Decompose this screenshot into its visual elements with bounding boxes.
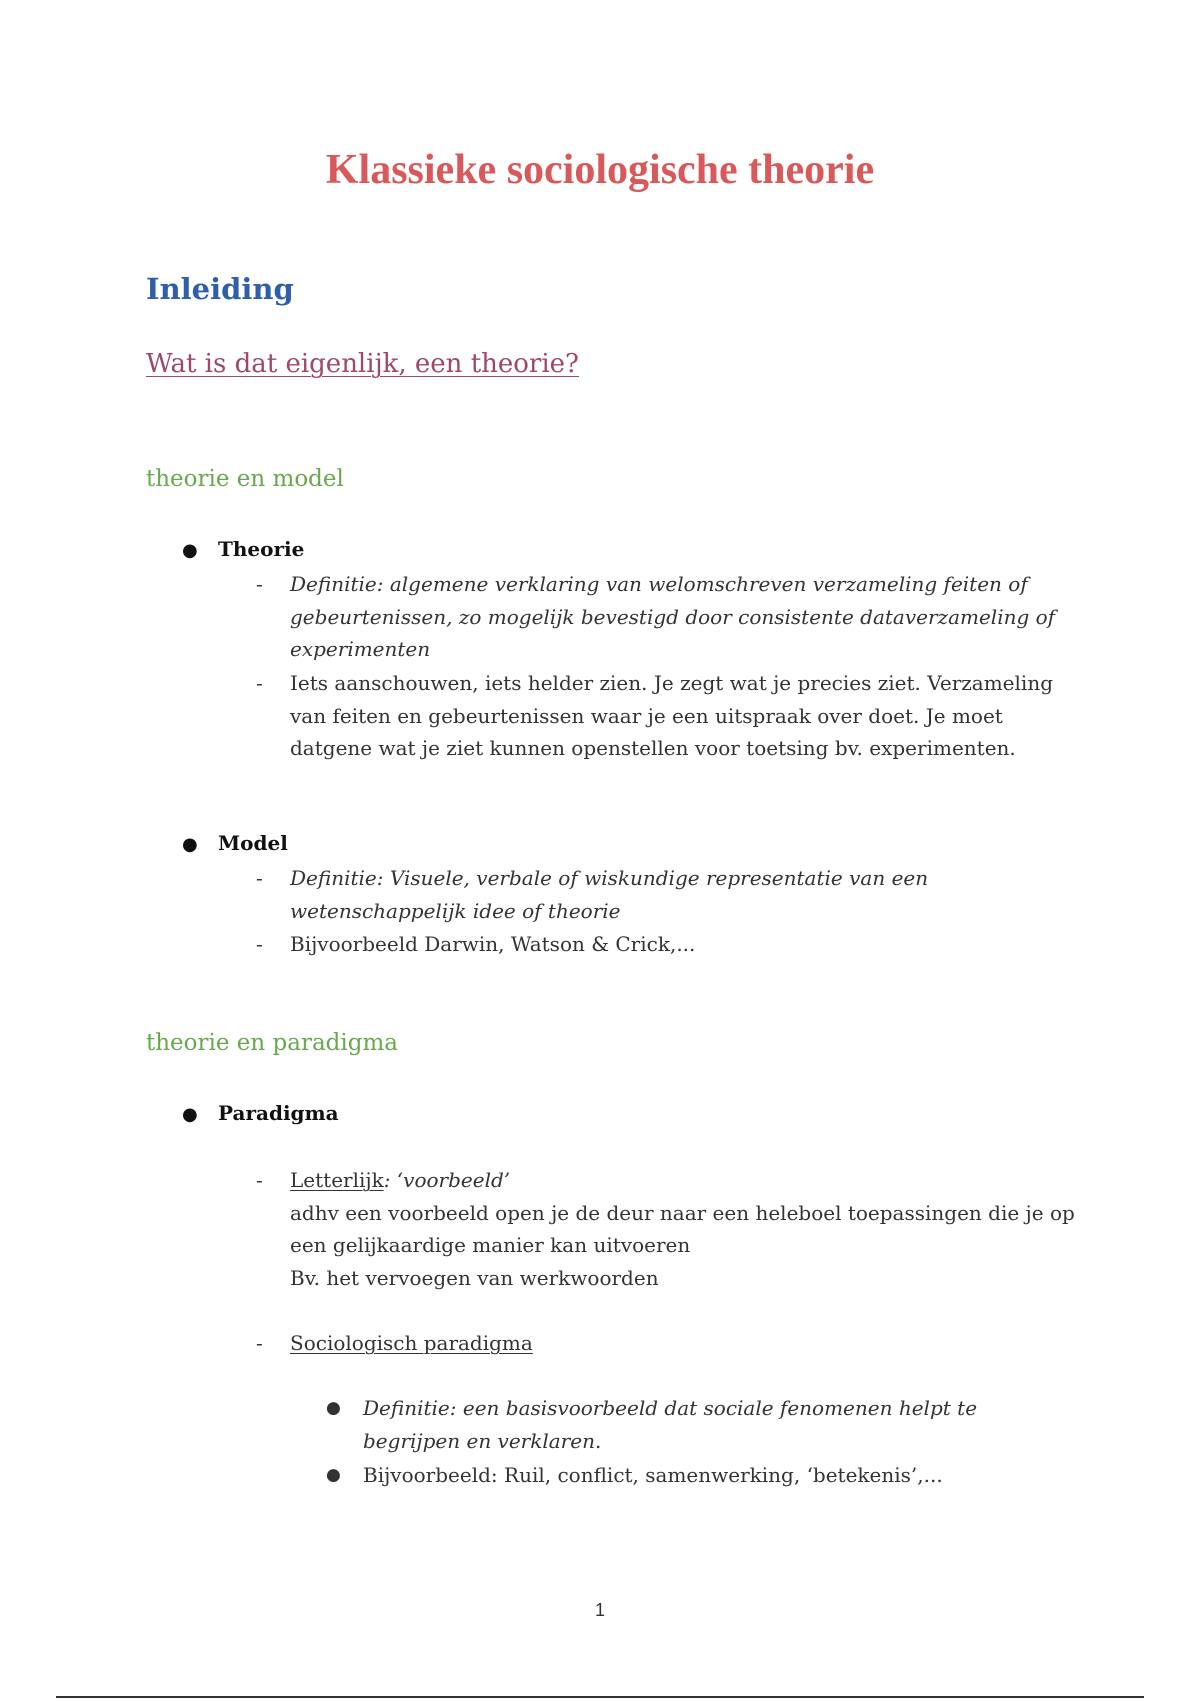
theorie-explanation-item [256, 667, 1076, 765]
bullet-dot-icon: ● [326, 1398, 341, 1418]
heading-inleiding: Inleiding [146, 272, 294, 306]
document-title: Klassieke sociologische theorie [325, 147, 875, 193]
sociological-example-item [326, 1459, 1026, 1492]
dash-icon: - [256, 1331, 263, 1355]
bullet-dot-icon: ● [182, 1104, 198, 1125]
sociological-paradigm-item [256, 1327, 1076, 1360]
heading-theorie-en-paradigma: theorie en paradigma [146, 1030, 398, 1056]
dash-icon: - [256, 932, 263, 956]
model-example-item [256, 928, 1076, 961]
heading-theorie-en-model: theorie en model [146, 466, 344, 492]
bullet-dot-icon: ● [182, 834, 198, 855]
theorie-explanation-text: Iets aanschouwen, iets helder zien. Je zegt wat je precies ziet. Verzameling van feiten en gebeurtenissen waar je een uitspraak over doet. Je moet datgene wat je ziet kunnen openstellen voor toetsing bv. experimenten. [290, 671, 1053, 760]
dash-icon: - [256, 1168, 263, 1192]
bullet-model [182, 831, 288, 855]
theorie-definition-text: Definitie: algemene verklaring van welomschreven verzameling feiten of gebeurtenissen, zo mogelijk bevestigd door consistente dataverzameling of experimenten [290, 572, 1056, 661]
model-example-text: Bijvoorbeeld Darwin, Watson & Crick,... [290, 932, 696, 956]
literal-label: Letterlijk [290, 1168, 384, 1192]
bullet-model-label: Model [218, 831, 288, 855]
dash-icon: - [256, 866, 263, 890]
footer-divider [56, 1696, 1144, 1698]
literal-value: : ‘voorbeeld’ [383, 1168, 511, 1192]
model-definition-item [256, 862, 1076, 927]
paradigma-literal-item [256, 1164, 1076, 1294]
literal-example: Bv. het vervoegen van werkwoorden [290, 1265, 659, 1290]
literal-explanation: adhv een voorbeeld open je de deur naar een heleboel toepassingen die je op een gelijkaardige manier kan uitvoeren [290, 1200, 1075, 1257]
dash-icon: - [256, 671, 263, 695]
bullet-dot-icon: ● [182, 540, 198, 561]
page-number: 1 [594, 1600, 605, 1620]
bullet-paradigma [182, 1101, 339, 1125]
bullet-theorie [182, 537, 304, 561]
bullet-dot-icon: ● [326, 1465, 341, 1485]
bullet-paradigma-label: Paradigma [218, 1101, 339, 1125]
heading-wat-is-theorie: Wat is dat eigenlijk, een theorie? [146, 349, 579, 379]
theorie-definition-item [256, 568, 1076, 666]
sociological-example-text: Bijvoorbeeld: Ruil, conflict, samenwerking, ‘betekenis’,... [363, 1463, 943, 1487]
bullet-theorie-label: Theorie [218, 537, 305, 561]
sociological-definition-item [326, 1392, 1026, 1457]
sociological-definition-text: Definitie: een basisvoorbeeld dat sociale fenomenen helpt te begrijpen en verklaren. [363, 1396, 978, 1453]
model-definition-text: Definitie: Visuele, verbale of wiskundige representatie van een wetenschappelijk idee of theorie [290, 866, 929, 923]
dash-icon: - [256, 572, 263, 596]
sociological-paradigm-label: Sociologisch paradigma [290, 1331, 533, 1355]
